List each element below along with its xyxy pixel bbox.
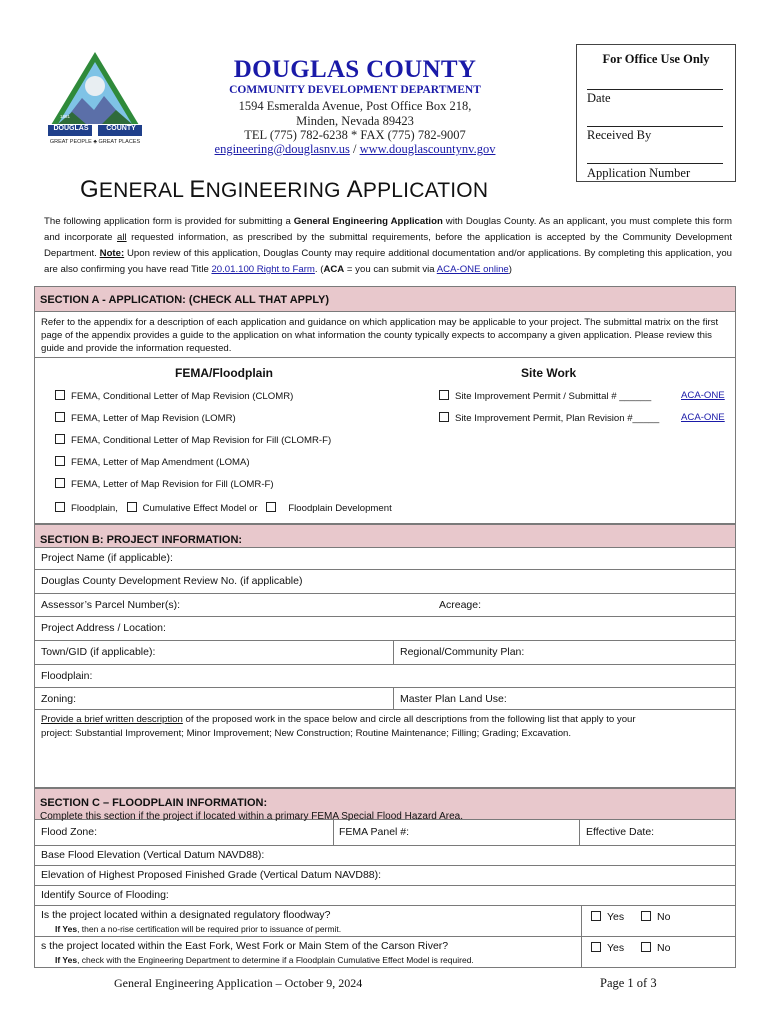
option-lomr[interactable]: FEMA, Letter of Map Revision (LOMR) xyxy=(55,412,236,424)
section-a-description-cell xyxy=(34,312,736,358)
source-row[interactable] xyxy=(34,886,736,906)
checkbox-clomr-f[interactable] xyxy=(55,434,65,444)
carson-river-divider xyxy=(581,937,582,967)
floodway-note: If Yes, then a no-rise certification will be required prior to issuance of permit. xyxy=(55,924,342,934)
office-use-box xyxy=(576,44,736,182)
contact-links xyxy=(190,142,520,157)
flood-zone-divider-2 xyxy=(579,820,580,845)
checkbox-floodplain[interactable] xyxy=(55,502,65,512)
flood-zone-row[interactable] xyxy=(34,820,736,846)
town-label: Town/GID (if applicable): xyxy=(41,646,156,658)
office-date-label: Date xyxy=(587,91,611,105)
review-no-row[interactable] xyxy=(34,570,736,594)
checkbox-site-permit[interactable] xyxy=(439,390,449,400)
office-appnum-label: Application Number xyxy=(587,166,691,180)
carson-river-question: s the project located within the East Fork, West Fork or Main Stem of the Carson River? xyxy=(41,940,449,952)
option-clomr[interactable]: FEMA, Conditional Letter of Map Revision (CLOMR) xyxy=(55,390,293,402)
link-separator: / xyxy=(349,142,360,156)
floodway-question-row xyxy=(34,906,736,937)
floodplain-label: Floodplain: xyxy=(41,670,93,682)
phone-fax: TEL (775) 782-6238 * FAX (775) 782-9007 xyxy=(244,128,466,142)
office-date-line[interactable] xyxy=(587,89,723,90)
footer-page-number: Page 1 of 3 xyxy=(600,976,657,990)
intro-paragraph: The following application form is provided for submitting a General Engineering Application with Douglas County. As an applicant, you must complete this form and incorporate all requested information, as prescribed by the submittal requirements, before the application is accepted by the Community Development Department. Note: Upon review of this application, Douglas County may require additional documentation and/or applications. By completing this application, you are also confirming you have read Title 20.01.100 Right to Farm. (ACA = you can submit via ACA-ONE online) xyxy=(44,216,733,275)
project-name-label: Project Name (if applicable): xyxy=(41,552,173,564)
section-a-description: Refer to the appendix for a description of each application and guidance on which application may be applicable to your project. The submittal matrix on the first page of the appendix provides a guide to the application on what information the county typically expects to accompany a given application. Please review this guide and provide the information requested. xyxy=(41,317,719,354)
section-c-subtitle: Complete this section if the project if located within a primary FEMA Special Flood Hazard Area. xyxy=(40,811,463,822)
floodway-question: Is the project located within a designated regulatory floodway? xyxy=(41,909,331,921)
master-plan-label: Master Plan Land Use: xyxy=(400,693,507,705)
logo-tagline: GREAT PEOPLE ♣ GREAT PLACES xyxy=(49,139,141,145)
checkbox-development[interactable] xyxy=(266,502,276,512)
aca-one-link-2[interactable]: ACA-ONE xyxy=(681,412,725,423)
parcel-row[interactable] xyxy=(34,594,736,617)
site-work-heading: Site Work xyxy=(521,366,577,380)
logo-established: 1861 xyxy=(60,114,71,119)
right-to-farm-link[interactable]: 20.01.100 Right to Farm xyxy=(211,264,315,275)
email-link[interactable]: engineering@douglasnv.us xyxy=(214,142,350,156)
flood-zone-label: Flood Zone: xyxy=(41,826,98,838)
bfe-row[interactable] xyxy=(34,846,736,866)
option-floodplain-row: Floodplain, Cumulative Effect Model or Floodplain Development xyxy=(55,502,392,514)
description-instructions: Provide a brief written description of the proposed work in the space below and circle all descriptions from the following list that apply to your project: Substantial Improvement; Minor Improvement; New Construction; Routine Maintenance; Filling; Grading; Excavation. xyxy=(41,714,636,739)
checkbox-lomr-f[interactable] xyxy=(55,478,65,488)
floodway-divider xyxy=(581,906,582,936)
option-loma[interactable]: FEMA, Letter of Map Amendment (LOMA) xyxy=(55,456,250,468)
department-name: COMMUNITY DEVELOPMENT DEPARTMENT xyxy=(229,84,481,96)
county-name: DOUGLAS COUNTY xyxy=(233,56,477,83)
aca-one-link-1[interactable]: ACA-ONE xyxy=(681,390,725,401)
logo-text-right: COUNTY xyxy=(106,125,136,132)
option-site-plan-revision[interactable]: Site Improvement Permit, Plan Revision #_____ xyxy=(439,412,659,424)
town-row[interactable] xyxy=(34,641,736,665)
checkbox-floodway-no[interactable] xyxy=(641,911,651,921)
floodway-no[interactable]: No xyxy=(641,911,670,923)
office-received-label: Received By xyxy=(587,128,652,142)
parcel-label: Assessor’s Parcel Number(s): xyxy=(41,599,181,611)
fema-floodplain-heading: FEMA/Floodplain xyxy=(175,366,273,380)
checkbox-carson-river-no[interactable] xyxy=(641,942,651,952)
address-line-1: 1594 Esmeralda Avenue, Post Office Box 218, xyxy=(238,99,472,113)
office-use-title: For Office Use Only xyxy=(602,52,710,66)
address-row[interactable] xyxy=(34,617,736,641)
acreage-label: Acreage: xyxy=(439,599,482,611)
review-no-label: Douglas County Development Review No. (if applicable) xyxy=(41,575,303,587)
section-b-header: SECTION B: PROJECT INFORMATION: xyxy=(34,524,736,548)
address-label: Project Address / Location: xyxy=(41,622,166,634)
bfe-label: Base Flood Elevation (Vertical Datum NAVD88): xyxy=(41,849,265,861)
aca-one-online-link[interactable]: ACA-ONE online xyxy=(436,264,509,275)
fema-panel-label: FEMA Panel #: xyxy=(339,826,410,838)
elevation-label: Elevation of Highest Proposed Finished Grade (Vertical Datum NAVD88): xyxy=(41,869,382,881)
page-title: GENERAL ENGINEERING APPLICATION xyxy=(80,176,489,203)
address-line-2: Minden, Nevada 89423 xyxy=(296,114,414,128)
option-lomr-f[interactable]: FEMA, Letter of Map Revision for Fill (LOMR-F) xyxy=(55,478,274,490)
office-received-line[interactable] xyxy=(587,126,723,127)
office-appnum-line[interactable] xyxy=(587,163,723,164)
section-c-title: SECTION C – FLOODPLAIN INFORMATION: xyxy=(40,797,268,809)
regional-label: Regional/Community Plan: xyxy=(400,646,525,658)
checkbox-cumulative[interactable] xyxy=(127,502,137,512)
website-link[interactable]: www.douglascountynv.gov xyxy=(359,142,496,156)
option-site-permit[interactable]: Site Improvement Permit / Submittal # ______ xyxy=(439,390,651,402)
option-clomr-f[interactable]: FEMA, Conditional Letter of Map Revision for Fill (CLOMR-F) xyxy=(55,434,331,446)
carson-river-no[interactable]: No xyxy=(641,942,670,954)
floodplain-row[interactable] xyxy=(34,665,736,688)
description-box[interactable] xyxy=(34,710,736,788)
checkbox-site-plan-revision[interactable] xyxy=(439,412,449,422)
checkbox-lomr[interactable] xyxy=(55,412,65,422)
town-divider xyxy=(393,641,394,664)
carson-river-yes[interactable]: Yes xyxy=(591,942,624,954)
carson-river-question-row xyxy=(34,937,736,968)
zoning-divider xyxy=(393,688,394,709)
section-a-options xyxy=(34,358,736,524)
section-a-header: SECTION A - APPLICATION: (CHECK ALL THAT APPLY) xyxy=(34,286,736,312)
zoning-label: Zoning: xyxy=(41,693,77,705)
floodway-yes[interactable]: Yes xyxy=(591,911,624,923)
checkbox-carson-river-yes[interactable] xyxy=(591,942,601,952)
checkbox-clomr[interactable] xyxy=(55,390,65,400)
checkbox-floodway-yes[interactable] xyxy=(591,911,601,921)
carson-river-note: If Yes, check with the Engineering Department to determine if a Floodplain Cumulative Effect Model is required. xyxy=(55,955,474,965)
logo-text-left: DOUGLAS xyxy=(53,125,89,132)
douglas-county-logo xyxy=(42,48,148,150)
checkbox-loma[interactable] xyxy=(55,456,65,466)
section-c-header xyxy=(34,788,736,820)
project-name-row[interactable] xyxy=(34,548,736,570)
flood-zone-divider-1 xyxy=(333,820,334,845)
elevation-row[interactable] xyxy=(34,866,736,886)
footer-document-info: General Engineering Application – October 9, 2024 xyxy=(114,976,363,990)
zoning-row[interactable] xyxy=(34,688,736,710)
effective-date-label: Effective Date: xyxy=(586,826,655,838)
source-label: Identify Source of Flooding: xyxy=(41,889,169,901)
